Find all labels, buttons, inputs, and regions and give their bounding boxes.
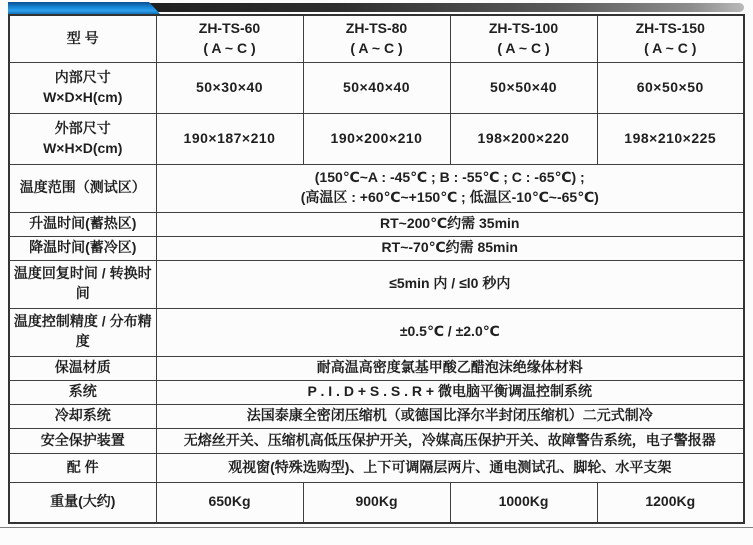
row-label-line2: W×D×H(cm) bbox=[43, 88, 123, 105]
cooling-system-value: 法国泰康全密闭压缩机（或德国比泽尔半封闭压缩机）二元式制冷 bbox=[156, 404, 744, 428]
header-bar bbox=[0, 0, 753, 14]
row-label-line1: 外部尺寸 bbox=[54, 119, 111, 136]
table-row-insulation bbox=[9, 356, 744, 380]
temperature-range-line2: (高温区 : +60℃~+150℃ ; 低温区-10℃~-65℃) bbox=[300, 189, 599, 205]
row-label-cooldown-time: 降温时间(蓄冷区) bbox=[9, 236, 156, 260]
inner-dimension-value: 60×50×50 bbox=[597, 62, 744, 113]
table-row-model bbox=[9, 15, 744, 62]
model-variant-range: ( A ~ C ) bbox=[644, 39, 697, 56]
model-variant-range: ( A ~ C ) bbox=[203, 39, 256, 56]
row-label-weight: 重量(大约) bbox=[9, 482, 156, 523]
outer-dimension-value: 198×210×225 bbox=[597, 113, 744, 164]
table-row-heatup-time bbox=[9, 212, 744, 236]
weight-value: 650Kg bbox=[156, 482, 303, 523]
row-label-accessories: 配 件 bbox=[9, 453, 156, 482]
row-label-safety-devices: 安全保护装置 bbox=[9, 428, 156, 453]
row-label-outer-dimensions bbox=[9, 113, 156, 164]
row-label-model: 型 号 bbox=[9, 15, 156, 62]
insulation-value: 耐高温高密度氯基甲酸乙醋泡沫绝缘体材料 bbox=[156, 356, 744, 380]
row-label-inner-dimensions bbox=[9, 62, 156, 113]
row-label-temperature-range: 温度范围（测试区） bbox=[9, 164, 156, 212]
model-variant-range: ( A ~ C ) bbox=[350, 39, 403, 56]
weight-value: 900Kg bbox=[303, 482, 450, 523]
row-label-system: 系统 bbox=[9, 380, 156, 404]
table-row-accuracy bbox=[9, 308, 744, 356]
table-row-weight bbox=[9, 482, 744, 523]
table-row-cooling-system bbox=[9, 404, 744, 428]
table-row-system bbox=[9, 380, 744, 404]
row-label-insulation: 保温材质 bbox=[9, 356, 156, 380]
model-cell bbox=[450, 15, 597, 62]
table-row-temperature-range bbox=[9, 164, 744, 212]
inner-dimension-value: 50×30×40 bbox=[156, 62, 303, 113]
row-label-heatup-time: 升温时间(蓄热区) bbox=[9, 212, 156, 236]
outer-dimension-value: 190×187×210 bbox=[156, 113, 303, 164]
table-row-cooldown-time bbox=[9, 236, 744, 260]
model-variant-range: ( A ~ C ) bbox=[497, 39, 550, 56]
model-name: ZH-TS-150 bbox=[635, 20, 705, 37]
inner-dimension-value: 50×50×40 bbox=[450, 62, 597, 113]
recovery-time-value: ≤5min 内 / ≤l0 秒内 bbox=[156, 260, 744, 308]
model-name: ZH-TS-60 bbox=[198, 20, 261, 37]
heatup-time-value: RT~200℃约需 35min bbox=[156, 212, 744, 236]
weight-value: 1000Kg bbox=[450, 482, 597, 523]
temperature-range-line1: (150℃~A : -45℃ ; B : -55℃ ; C : -65℃) ; bbox=[314, 169, 585, 186]
model-cell bbox=[156, 15, 303, 62]
table-row-inner-dimensions bbox=[9, 62, 744, 113]
table-row-accessories bbox=[9, 453, 744, 482]
inner-dimension-value: 50×40×40 bbox=[303, 62, 450, 113]
table-row-outer-dimensions bbox=[9, 113, 744, 164]
row-label-recovery-time: 温度回复时间 / 转换时间 bbox=[9, 260, 156, 308]
system-value: P . I . D + S . S . R + 微电脑平衡调温控制系统 bbox=[156, 380, 744, 404]
accessories-value: 观视窗(特殊选购型)、上下可调隔层两片、通电测试孔、脚轮、水平支架 bbox=[156, 453, 744, 482]
model-cell bbox=[303, 15, 450, 62]
spec-table bbox=[8, 14, 745, 524]
model-name: ZH-TS-80 bbox=[345, 20, 408, 37]
table-row-recovery-time bbox=[9, 260, 744, 308]
row-label-line1: 内部尺寸 bbox=[54, 68, 111, 85]
outer-dimension-value: 198×200×220 bbox=[450, 113, 597, 164]
weight-value: 1200Kg bbox=[597, 482, 744, 523]
cooldown-time-value: RT~-70℃约需 85min bbox=[156, 236, 744, 260]
outer-dimension-value: 190×200×210 bbox=[303, 113, 450, 164]
row-label-cooling-system: 冷却系统 bbox=[9, 404, 156, 428]
bottom-divider bbox=[0, 527, 753, 528]
accuracy-value: ±0.5℃ / ±2.0℃ bbox=[156, 308, 744, 356]
header-bar-accent bbox=[8, 2, 160, 14]
safety-devices-value: 无熔丝开关、压缩机高低压保护开关，冷媒高压保护开关、故障警告系统，电子警报器 bbox=[156, 428, 744, 453]
table-row-safety-devices bbox=[9, 428, 744, 453]
row-label-accuracy: 温度控制精度 / 分布精度 bbox=[9, 308, 156, 356]
model-cell bbox=[597, 15, 744, 62]
row-label-line2: W×H×D(cm) bbox=[43, 139, 123, 156]
model-name: ZH-TS-100 bbox=[488, 20, 559, 37]
temperature-range-value bbox=[156, 164, 744, 212]
